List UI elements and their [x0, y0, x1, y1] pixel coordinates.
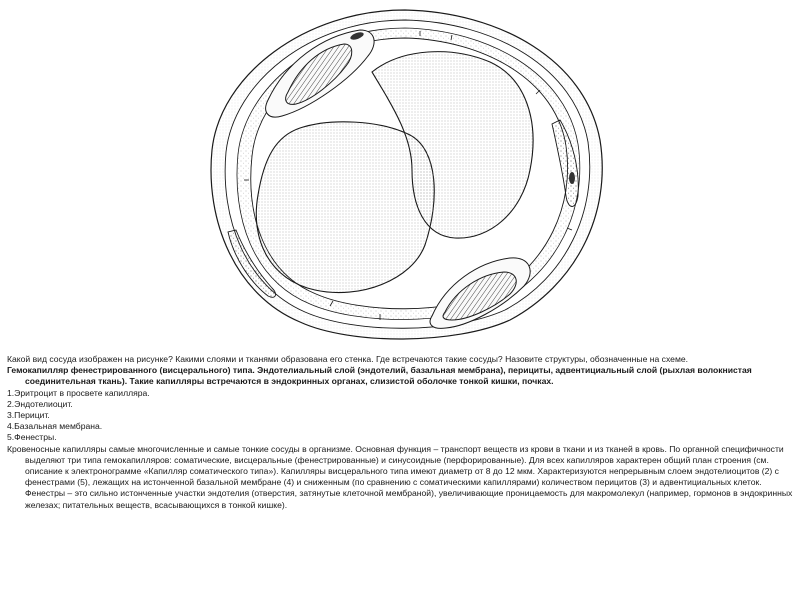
answer-text: Гемокапилляр фенестрированного (висцерального) типа. Эндотелиальный слой (эндотелий, базальная мембрана), перициты, адвентициальный слой (рыхлая волокнистая соединительная ткань). Такие капилляры встречаются в эндокринных органах, слизистой оболочке тонкой кишки, почках. — [7, 365, 752, 387]
erythrocyte-left — [256, 122, 434, 293]
structure-item: 1.Эритроцит в просвете капилляра. — [7, 387, 150, 398]
structure-item: 4.Базальная мембрана. — [7, 421, 103, 432]
structure-item: 3.Перицит. — [7, 410, 50, 421]
structure-item: 5.Фенестры. — [7, 432, 57, 443]
structure-item: 2.Эндотелиоцит. — [7, 398, 73, 409]
pericyte-nucleus-right — [569, 172, 575, 184]
description-text: Кровеносные капилляры самые многочисленные и самые тонкие сосуды в организме. Основная функция – транспорт веществ из крови в ткани и из тканей в кровь. По органной специфичности выделяют три типа гемокапилляров: соматические, висцеральные (фенестрированные) и синусоидные (перфорированные). Для всех капилляров характерен общий план строения (см. описание к электронограмме «Капилляр соматического типа»). Капилляры висцерального типа имеют диаметр от 8 до 12 мкм. Характеризуются непрерывным слоем эндотелиоцитов (2) с фенестрами (5), лежащих на истонченной базальной мембране (4) и сниженным (по сравнению с соматическими капиллярами) количеством перицитов (3) и адвентициальных клеток. Фенестры – это сильно истонченные участки эндотелия (отверстия, затянутые клеточной мембраной), увеличивающие проницаемость для макромолекул (например, гормонов в эндокринных железах; питательных веществ, всасывающихся в тонкой кишке). — [7, 443, 793, 510]
structures-list — [7, 388, 793, 444]
question-text: Какой вид сосуда изображен на рисунке? Какими слоями и тканями образована его стенка. Где встречаются такие сосуды? Назовите структуры, обозначенные на схеме. — [7, 354, 689, 364]
text-block — [7, 354, 793, 511]
